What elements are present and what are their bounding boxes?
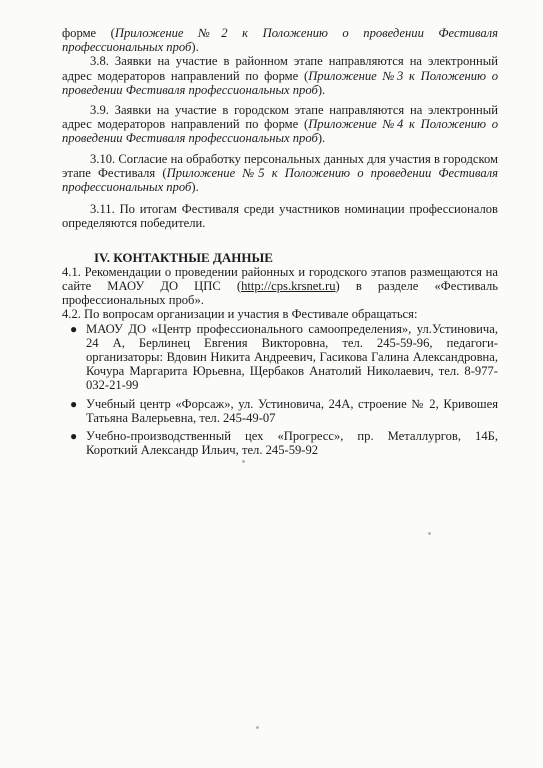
scan-speck: [242, 460, 245, 463]
p310-suffix: ).: [191, 180, 199, 195]
p38-appendix-ref: Приложение №3 к Положению о проведении Фестиваля профессиональных проб: [62, 68, 498, 97]
cont-prefix: форме (: [62, 26, 115, 40]
contact-text: Учебно-производственный цех «Прогресс», пр. Металлургов, 14Б, Короткий Александр Ильич, тел. 245-59-92: [86, 429, 498, 458]
bullet-icon: ●: [70, 321, 78, 336]
paragraph-3-10: [62, 152, 498, 195]
contact-item: [70, 321, 498, 393]
p41-suffix: ) в разделе «Фестиваль профессиональных проб».: [62, 279, 498, 308]
paragraph-3-11: 3.11. По итогам Фестиваля среди участников номинации профессионалов определяются победители.: [62, 202, 498, 231]
paragraph-4-2: 4.2. По вопросам организации и участия в Фестивале обращаться:: [62, 307, 418, 322]
contact-item: [70, 396, 498, 425]
p310-text: 3.10. Согласие на обработку персональных данных для участия в городском этапе Фестиваля (: [62, 151, 498, 180]
paragraph-4-1: [62, 265, 498, 308]
p310-appendix-ref: Приложение №5 к Положению о проведении Фестиваля профессиональных проб: [62, 165, 498, 195]
bullet-icon: ●: [70, 429, 78, 444]
p39-text: 3.9. Заявки на участие в городском этапе направляются на электронный адрес модераторов направлений по форме (: [62, 103, 498, 132]
contacts-list: [62, 322, 498, 458]
paragraph-3-7-continuation: [62, 26, 498, 54]
contact-text: МАОУ ДО «Центр профессионального самоопределения», ул.Устиновича, 24 А, Берлинец Евгения Викторовна, тел. 245-59-96, педагоги-организаторы: Вдовин Никита Андреевич, Гасикова Галина Александровна, Кочура Маргарита Юрьевна, Щербаков Анатолий Николаевич, тел. 8-977-032-21-99: [86, 321, 498, 393]
cont-suffix: ).: [191, 40, 199, 55]
section-heading: IV. КОНТАКТНЫЕ ДАННЫЕ: [94, 249, 273, 265]
contact-text: Учебный центр «Форсаж», ул. Устиновича, 24А, строение № 2, Кривошея Татьяна Валерьевна, тел. 245-49-07: [86, 396, 498, 425]
paragraph-3-8: [62, 54, 498, 97]
p38-suffix: ).: [317, 82, 326, 97]
p39-appendix-ref: Приложение №4 к Положению о проведении Фестиваля профессиональных проб: [62, 117, 498, 146]
contact-item: [70, 429, 498, 458]
paragraph-3-9: [62, 103, 498, 146]
bullet-icon: ●: [70, 396, 78, 411]
p41-text: 4.1. Рекомендации о проведении районных и городского этапов размещаются на сайте МАОУ ДО ЦПС (: [62, 264, 498, 294]
scan-speck: [256, 726, 259, 729]
p38-text: 3.8. Заявки на участие в районном этапе направляются на электронный адрес модераторов направлений по форме (: [62, 54, 498, 83]
scan-speck: [428, 532, 431, 535]
cont-appendix-ref: Приложение №2 к Положению о проведении Фестиваля профессиональных проб: [62, 26, 498, 55]
p39-suffix: ).: [317, 131, 326, 146]
document-body: [62, 26, 498, 461]
website-link[interactable]: http://cps.krsnet.ru: [241, 279, 336, 294]
